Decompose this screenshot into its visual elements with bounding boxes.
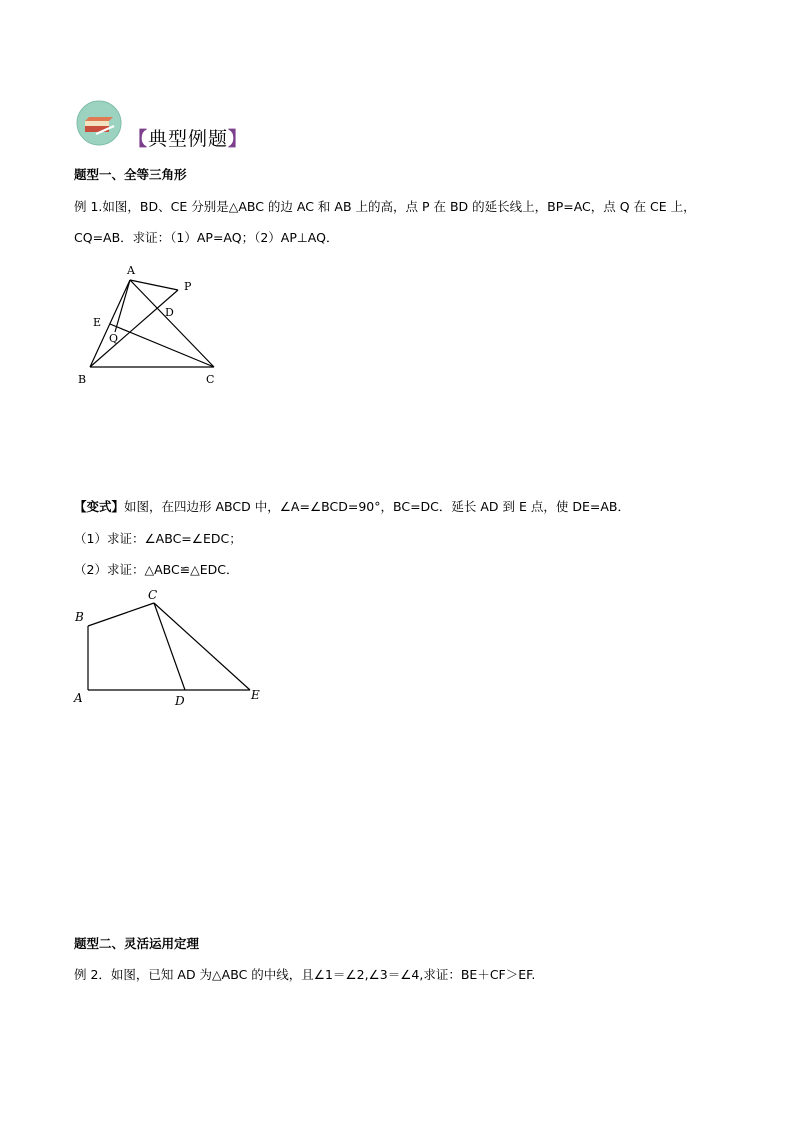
type1-heading: 题型一、全等三角形 [74, 167, 187, 182]
example2-line1: 例 2．如图，已知 AD 为△ABC 的中线，且∠1＝∠2,∠3＝∠4,求证：BE＋CF＞EF. [74, 967, 536, 982]
segment-bp [90, 290, 178, 367]
variant-line1 [74, 497, 630, 515]
section-logo-icon [76, 100, 122, 146]
type2-heading: 题型二、灵活运用定理 [74, 936, 200, 951]
label-p: P [184, 280, 192, 293]
example1-line2: CQ=AB．求证：（1）AP=AQ；（2）AP⊥AQ． [74, 230, 339, 245]
segment-ac [130, 280, 214, 367]
segment-cd [154, 603, 185, 690]
label-q: Q [109, 332, 119, 345]
segment-ce [110, 324, 214, 367]
label-b: B [78, 373, 87, 386]
label-d: D [175, 694, 185, 708]
label-d: D [165, 306, 174, 319]
variant-tag: 【变式】 [74, 499, 125, 514]
section-title-text: 典型例题 [148, 128, 229, 150]
segment-ap [130, 280, 178, 290]
example1-line1: 例 1.如图，BD、CE 分别是△ABC 的边 AC 和 AB 上的高，点 P 在 BD 的延长线上，BP=AC，点 Q 在 CE 上， [74, 199, 696, 214]
label-c: C [148, 588, 158, 602]
segment-aq [115, 280, 130, 332]
section-title: 【典型例题】 [128, 128, 249, 150]
variant-text: 如图，在四边形 ABCD 中，∠A=∠BCD=90°，BC=DC．延长 AD 到 E 点，使 DE=AB． [124, 499, 630, 514]
figure-2-quadrilateral [70, 584, 270, 710]
label-e: E [251, 688, 260, 702]
variant-line2: （1）求证：∠ABC=∠EDC； [74, 531, 242, 546]
variant-line3: （2）求证：△ABC≌△EDC． [74, 562, 239, 577]
label-a: A [127, 264, 135, 277]
label-e: E [93, 316, 102, 329]
segment-bc [88, 603, 154, 626]
segment-ce [154, 603, 250, 690]
label-c: C [206, 373, 215, 386]
figure-1-triangle [70, 258, 230, 390]
label-b: B [75, 610, 84, 624]
label-a: A [74, 691, 83, 705]
